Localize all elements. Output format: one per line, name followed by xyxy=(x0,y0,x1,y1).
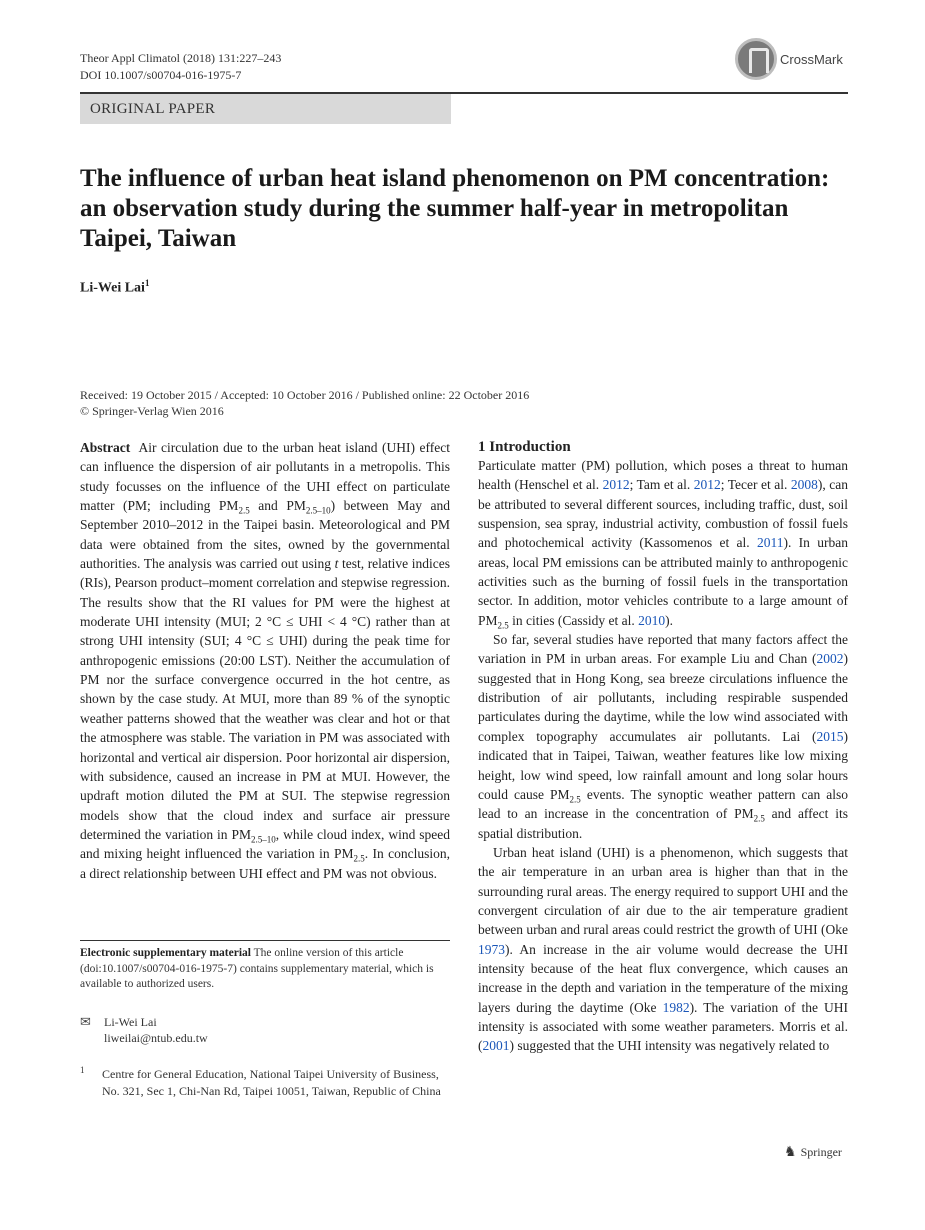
introduction-block xyxy=(478,438,848,1056)
abstract-text: Abstract Air circulation due to the urban heat island (UHI) effect can influence the dispersion of air pollutants in a metropolis. This study focusses on the influence of the UHI effect on particulate matter (PM; including $PM_{2.5}$ and $PM_{2.5-10}$) between May and September 2010–2012 in the Taipei basin. Meteorological and PM data were obtained from the sites, owned by the governmental authorities. The analysis was carried out using t test, relative indices (RIs), Pearson product–moment correlation and stepwise regression. The results show that the RI values for PM were the highest at moderate UHI intensity (MUI; 2 °C ≤ UHI < 4 °C) rather than at strong UHI intensity (SUI; 4 °C ≤ UHI) during the peak time for anthropogenic emissions (20:00 LST). Neither the accumulation of PM nor the surface convergence occurred in the hot centre, as shown by the case study. At MUI, more than 89 % of the synoptic weather patterns showed that the weather was clear and hot or that the atmosphere was stable. The variation in PM was associated with horizontal and vertical air dispersion. Poor horizontal air dispersion, with subsidence, caused an increase in PM at MUI. However, the updraft motion diluted the PM at SUI. The stepwise regression models show that the cloud index and surface air pressure determined the variation in $PM_{2.5-10}$, while cloud index, wind speed and mixing height influenced the variation in $PM_{2.5}$. In conclusion, a direct relationship between UHI effect and PM was not obvious. xyxy=(80,440,451,881)
article-dates xyxy=(80,387,529,419)
section-heading-introduction: 1 Introduction xyxy=(478,439,571,455)
citation-link[interactable]: 1973 xyxy=(478,941,505,957)
citation-link[interactable]: 2012 xyxy=(602,477,630,493)
contact-name: Li-Wei Lai xyxy=(104,1015,157,1029)
citation-link[interactable]: 1982 xyxy=(662,999,690,1015)
intro-paragraph-3: Urban heat island (UHI) is a phenomenon, which suggests that the air temperature in an urban area is higher than that in the surrounding rural areas. The energy required to support UHI and the convergent circulation of air due to the air temperature gradient between urban and rural areas could restrict the growth of UHI (Oke 1973). An increase in the air volume would decrease the UHI intensity because of the heat flux convergence, which causes an increase in the depth and variation in the temperature of the mixing layers during the daytime (Oke 1982). The variation of the UHI intensity is associated with some weather parameters. Morris et al. (2001) suggested that the UHI intensity was negatively related to xyxy=(478,844,848,1054)
esm-divider xyxy=(80,940,450,941)
copyright-line: © Springer-Verlag Wien 2016 xyxy=(80,404,224,418)
crossmark-badge[interactable] xyxy=(735,38,843,80)
abstract-label: Abstract xyxy=(80,440,131,455)
journal-line: Theor Appl Climatol (2018) 131:227–243 xyxy=(80,51,282,65)
springer-horse-icon: ♞ xyxy=(784,1145,797,1160)
citation-link[interactable]: 2001 xyxy=(482,1038,510,1054)
contact-email[interactable]: liweilai@ntub.edu.tw xyxy=(104,1031,208,1045)
esm-text: The online version of this article (doi:10.1007/s00704-016-1975-7) contains supplementary material, which is available to authorized users. xyxy=(80,947,434,990)
crossmark-label: CrossMark xyxy=(780,51,843,67)
citation-link[interactable]: 2012 xyxy=(693,477,721,493)
affiliation-number: 1 xyxy=(80,1065,85,1075)
intro-paragraph-2: So far, several studies have reported that many factors affect the variation in PM in urban areas. For example Liu and Chan (2002) suggested that in Hong Kong, sea breeze circulations influence the distribution of air pollutants, including respirable suspended particulates during the daytime, while the low wind associated with complex topography accumulates air pollutants. Lai (2015) indicated that in Taipei, Taiwan, weather features like low mixing height, low wind speed, low rainfall amount and long solar hours could cause $PM_{2.5}$ events. The synoptic weather pattern can also lead to an increase in the concentration of $PM_{2.5}$ and affect its spatial distribution. xyxy=(478,632,849,841)
publisher-name: Springer xyxy=(800,1145,842,1159)
envelope-icon: ✉ xyxy=(80,1014,91,1029)
corresponding-author xyxy=(80,1014,208,1046)
intro-paragraph-1: Particulate matter (PM) pollution, which poses a threat to human health (Henschel et al. 2012; Tam et al. 2012; Tecer et al. 2008), can be attributed to several different sources, including traffic, dust, soil suspension, sea spray, industrial activity, combustion of fossil fuels and photochemical activity (Kassomenos et al. 2011). In urban areas, local PM emissions can be attributed mainly to anthropogenic activities such as the burning of fossil fuels in the transportation sector. In addition, motor vehicles contribute to a large amount of $PM_{2.5}$ in cities (Cassidy et al. 2010). xyxy=(478,458,848,631)
author-name[interactable]: Li-Wei Lai xyxy=(80,280,145,296)
paper-title: The influence of urban heat island phenomenon on PM concentration: an observation study during the summer half-year in metropolitan Taipei, Taiwan xyxy=(80,165,830,252)
citation-link[interactable]: 2015 xyxy=(816,728,844,744)
crossmark-icon xyxy=(735,38,777,80)
esm-label: Electronic supplementary material xyxy=(80,947,251,959)
abstract-block xyxy=(80,438,450,883)
journal-citation xyxy=(80,50,281,84)
article-type-banner: ORIGINAL PAPER xyxy=(80,94,451,124)
author-affiliation-mark: 1 xyxy=(144,278,150,288)
history-dates: Received: 19 October 2015 / Accepted: 10 October 2016 / Published online: 22 October 2016 xyxy=(80,388,530,402)
citation-link[interactable]: 2010 xyxy=(638,612,666,628)
citation-link[interactable]: 2008 xyxy=(790,477,818,493)
doi-line: DOI 10.1007/s00704-016-1975-7 xyxy=(80,68,242,82)
affiliation-text: Centre for General Education, National Taipei University of Business, No. 321, Sec 1, Chi-Nan Rd, Taipei 10051, Taiwan, Republic of China xyxy=(102,1067,441,1098)
citation-link[interactable]: 2011 xyxy=(756,535,784,551)
publisher-footer xyxy=(784,1144,842,1161)
affiliation-block xyxy=(80,1066,450,1099)
citation-link[interactable]: 2002 xyxy=(816,651,844,667)
supplementary-note xyxy=(80,946,450,993)
author-line xyxy=(80,278,149,297)
